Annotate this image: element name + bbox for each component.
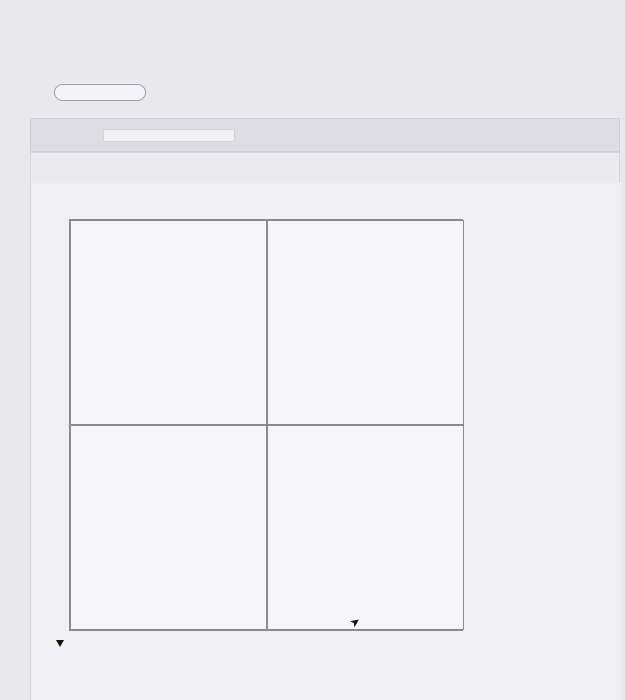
graph-c-plot bbox=[71, 426, 268, 631]
graph-a[interactable] bbox=[70, 220, 267, 425]
question-content bbox=[31, 183, 621, 700]
graph-b[interactable] bbox=[267, 220, 464, 425]
send-to-excel-button[interactable] bbox=[54, 84, 146, 101]
graph-d-plot bbox=[268, 426, 465, 631]
part-progress-bar bbox=[30, 118, 620, 152]
graph-options bbox=[69, 219, 463, 631]
dropdown-caret-icon bbox=[56, 640, 64, 647]
graph-a-plot bbox=[71, 221, 268, 426]
answer-row bbox=[45, 639, 66, 648]
graph-d[interactable] bbox=[267, 425, 464, 630]
graph-choice-dropdown[interactable] bbox=[49, 639, 66, 648]
progress-track bbox=[103, 129, 235, 142]
graph-c[interactable] bbox=[70, 425, 267, 630]
part-1-panel bbox=[30, 152, 620, 700]
mouse-cursor-icon: ➤ bbox=[346, 613, 364, 631]
graph-b-plot bbox=[268, 221, 465, 426]
